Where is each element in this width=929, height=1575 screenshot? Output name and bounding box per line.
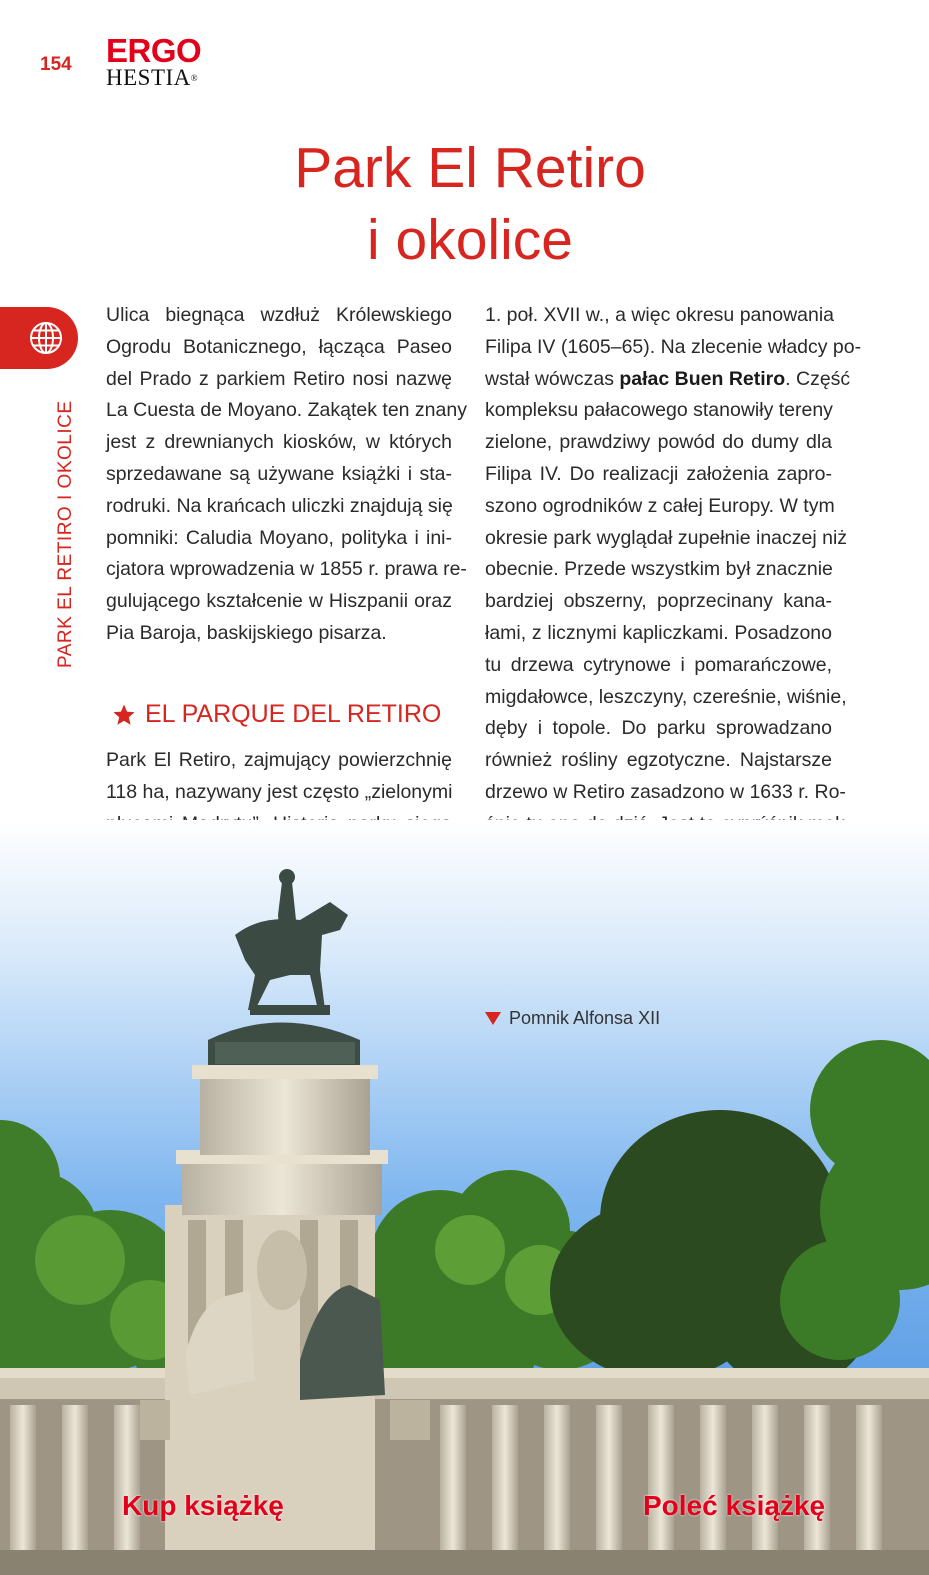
paragraph-line: okresie park wyglądał zupełnie inaczej niż bbox=[485, 526, 848, 549]
paragraph-line: Ogrodu Botanicznego, łącząca Paseo bbox=[106, 335, 452, 358]
paragraph-line: kompleksu pałacowego stanowiły tereny bbox=[485, 399, 833, 422]
section-heading-text: EL PARQUE DEL RETIRO bbox=[145, 700, 442, 728]
star-icon bbox=[112, 703, 136, 727]
title-line-2: i okolice bbox=[367, 208, 573, 272]
right-paragraph-part-b bbox=[485, 395, 848, 840]
page-title bbox=[200, 132, 740, 276]
paragraph-line: 1. poł. XVII w., a więc okresu panowania bbox=[485, 304, 835, 326]
paragraph-line: Filipa IV. Do realizacji założenia zapro- bbox=[485, 462, 832, 485]
logo-ergo-text: ERGO bbox=[106, 32, 202, 69]
paragraph-line: obecnie. Przede wszystkim był znacznie bbox=[485, 558, 833, 581]
paragraph-line: drzewo w Retiro zasadzono w 1633 r. Ro- bbox=[485, 780, 846, 803]
right-paragraph-part-a bbox=[485, 300, 862, 364]
paragraph-line: cjatora wprowadzenia w 1855 r. prawa re- bbox=[106, 558, 467, 581]
paragraph-line: jest z drewnianych kiosków, w których bbox=[106, 431, 452, 454]
left-column bbox=[106, 300, 467, 650]
paragraph-line: tu drzewa cytrynowe i pomarańczowe, bbox=[485, 653, 832, 676]
caption-text: Pomnik Alfonsa XII bbox=[509, 1008, 661, 1028]
paragraph-line: rodruki. Na krańcach uliczki znajdują się bbox=[106, 494, 453, 517]
photo-caption bbox=[485, 1008, 660, 1029]
paragraph-line-bold bbox=[485, 364, 851, 396]
page-number: 154 bbox=[40, 54, 72, 75]
logo-hestia-text bbox=[106, 66, 216, 90]
paragraph-line: Pia Baroja, baskijskiego pisarza. bbox=[106, 621, 387, 644]
monument-photo bbox=[0, 820, 929, 1575]
text-run: . Część bbox=[785, 367, 851, 390]
paragraph-line: Filipa IV (1605–65). Na zlecenie władcy po- bbox=[485, 335, 862, 358]
title-line-1: Park El Retiro bbox=[294, 136, 646, 200]
paragraph-line: gulującego kształcenie w Hiszpanii oraz bbox=[106, 590, 452, 613]
paragraph-line: sprzedawane są używane książki i sta- bbox=[106, 462, 452, 485]
paragraph-line: pomniki: Caludia Moyano, polityka i ini- bbox=[106, 526, 452, 549]
registered-mark: ® bbox=[190, 73, 199, 83]
paragraph-line: również rośliny egzotyczne. Najstarsze bbox=[485, 749, 832, 772]
intro-paragraph bbox=[106, 300, 467, 650]
paragraph-line: migdałowce, leszczyny, czereśnie, wiśnie, bbox=[485, 685, 847, 708]
paragraph-line: bardziej obszerny, poprzecinany kana- bbox=[485, 590, 832, 613]
ergo-hestia-logo bbox=[106, 32, 216, 90]
paragraph-line: zielone, prawdziwy powód do dumy dla bbox=[485, 431, 832, 454]
section-heading bbox=[112, 700, 441, 729]
recommend-book-link[interactable]: Poleć książkę bbox=[643, 1490, 826, 1521]
caption-triangle-icon bbox=[485, 1012, 501, 1025]
paragraph-line: Ulica biegnąca wzdłuż Królewskiego bbox=[106, 304, 452, 326]
paragraph-line: La Cuesta de Moyano. Zakątek ten znany bbox=[106, 399, 467, 422]
chapter-tab bbox=[0, 307, 78, 369]
buen-retiro-bold: pałac Buen Retiro bbox=[619, 367, 786, 390]
globe-icon bbox=[29, 321, 63, 355]
paragraph-line: Park El Retiro, zajmujący powierzchnię bbox=[106, 749, 452, 771]
buy-book-link[interactable]: Kup książkę bbox=[122, 1490, 284, 1521]
paragraph-line: szono ogrodników z całej Europy. W tym bbox=[485, 494, 835, 517]
paragraph-line: 118 ha, nazywany jest często „zielonymi bbox=[106, 780, 453, 803]
paragraph-line: del Prado z parkiem Retiro nosi nazwę bbox=[106, 367, 452, 390]
logo-hestia-word: HESTIA bbox=[106, 65, 191, 90]
monument-illustration bbox=[0, 820, 929, 1575]
paragraph-line: dęby i topole. Do parku sprowadzano bbox=[485, 717, 832, 740]
paragraph-line: łami, z licznymi kapliczkami. Posadzono bbox=[485, 621, 832, 644]
chapter-side-label: PARK EL RETIRO I OKOLICE bbox=[55, 400, 76, 668]
text-run: wstał wówczas bbox=[485, 367, 620, 390]
